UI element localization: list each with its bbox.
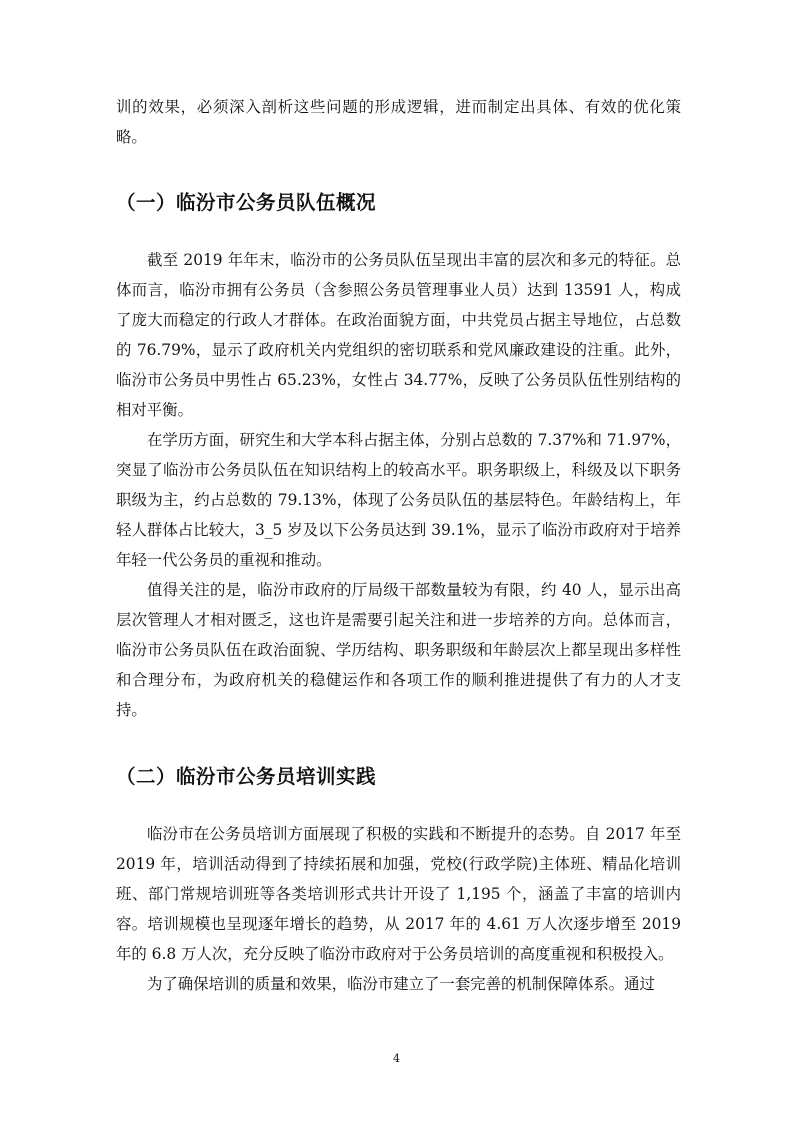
paragraph: 在学历方面，研究生和大学本科占据主体，分别占总数的 7.37%和 71.97%，突显了临汾市公务员队伍在知识结构上的较高水平。职务职级上，科级及以下职务职级为主，约占总数的 79.13%，体现了公务员队伍的基层特色。年龄结构上，年轻人群体占比较大，3_5 岁及以下公务员达到 39.1%，显示了临汾市政府对于培养年轻一代公务员的重视和推动。	[116, 431, 681, 569]
page-body	[116, 92, 681, 999]
paragraph: 值得关注的是，临汾市政府的厅局级干部数量较为有限，约 40 人，显示出高层次管理人才相对匮乏，这也许是需要引起关注和进一步培养的方向。总体而言，临汾市公务员队伍在政治面貌、学历结构、职务职级和年龄层次上都呈现出多样性和合理分布，为政府机关的稳健运作和各项工作的顺利推进提供了有力的人才支持。	[116, 581, 681, 719]
section-heading-2: （二）临汾市公务员培训实践	[116, 765, 377, 788]
paragraph-intro-tail: 训的效果，必须深入剖析这些问题的形成逻辑，进而制定出具体、有效的优化策略。	[116, 98, 681, 146]
section-heading-1: （一）临汾市公务员队伍概况	[116, 191, 377, 214]
paragraph: 截至 2019 年年末，临汾市的公务员队伍呈现出丰富的层次和多元的特征。总体而言，临汾市拥有公务员（含参照公务员管理事业人员）达到 13591 人，构成了庞大而稳定的行政人才群体。在政治面貌方面，中共党员占据主导地位，占总数的 76.79%，显示了政府机关内党组织的密切联系和党风廉政建设的注重。此外，临汾市公务员中男性占 65.23%，女性占 34.77%，反映了公务员队伍性别结构的相对平衡。	[116, 251, 681, 419]
page-number: 4	[393, 1052, 400, 1065]
paragraph: 临汾市在公务员培训方面展现了积极的实践和不断提升的态势。自 2017 年至 2019 年，培训活动得到了持续拓展和加强，党校(行政学院)主体班、精品化培训班、部门常规培训班等各类培训形式共计开设了 1,195 个，涵盖了丰富的培训内容。培训规模也呈现逐年增长的趋势，从 2017 年的 4.61 万人次逐步增至 2019 年的 6.8 万人次，充分反映了临汾市政府对于公务员培训的高度重视和积极投入。	[116, 825, 681, 963]
paragraph: 为了确保培训的质量和效果，临汾市建立了一套完善的机制保障体系。通过	[147, 975, 655, 993]
